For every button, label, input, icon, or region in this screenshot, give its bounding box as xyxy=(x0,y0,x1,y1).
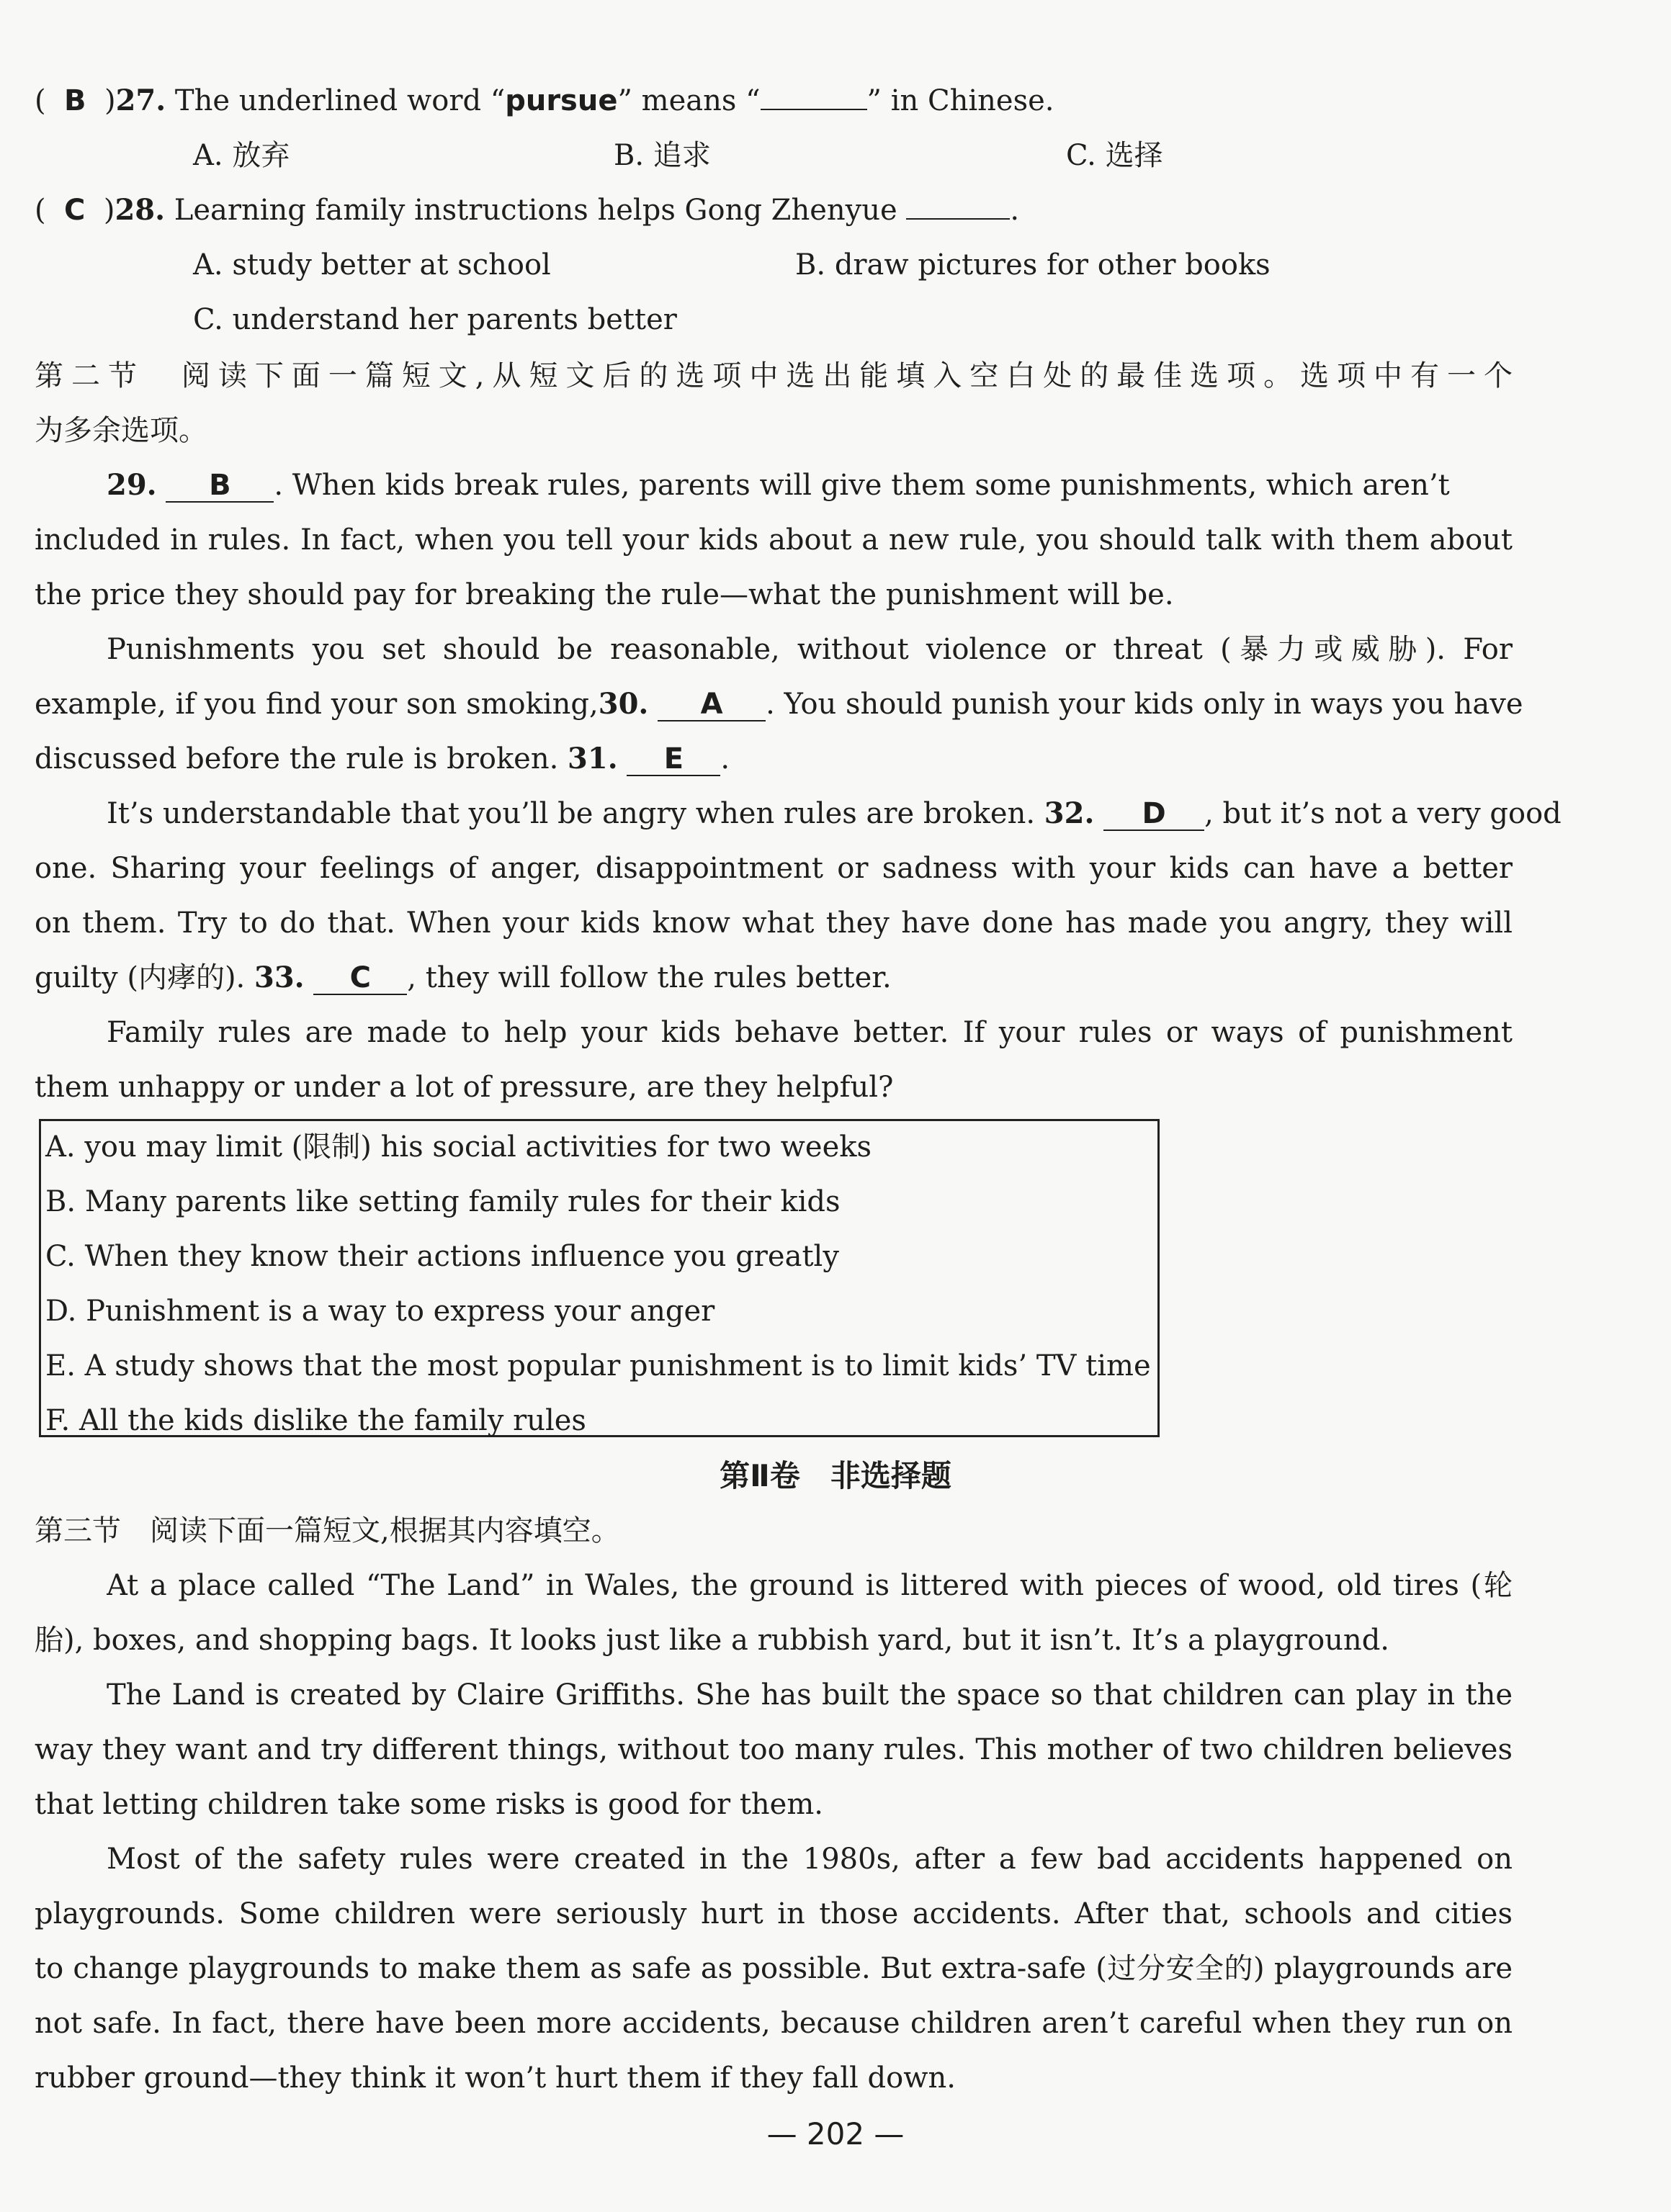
passage-line: 胎), boxes, and shopping bags. It looks just like a rubbish yard, but it isn’t. It’s a playground. xyxy=(35,1624,1390,1657)
passage-line: one. Sharing your feelings of anger, disappointment or sadness with your kids can have a better xyxy=(35,852,1513,885)
passage-line xyxy=(107,465,1513,505)
q27-text-post: ” in Chinese. xyxy=(866,84,1054,117)
q28-option-c: C. understand her parents better xyxy=(193,303,677,336)
q27-blank xyxy=(761,109,867,110)
question-28 xyxy=(35,190,1513,230)
q27-text-pre: The underlined word “ xyxy=(174,84,506,117)
passage-text: . You should punish your kids only in ways you have xyxy=(766,688,1523,721)
blank-33-answer: C xyxy=(313,962,407,995)
passage-line: playgrounds. Some children were seriously hurt in those accidents. After that, schools and cities xyxy=(35,1897,1513,1930)
q28-option-a: A. study better at school xyxy=(193,248,551,282)
passage-text: , but it’s not a very good xyxy=(1204,797,1562,830)
blank-32-answer: D xyxy=(1103,798,1204,831)
passage-text: example, if you find your son smoking, xyxy=(35,688,599,721)
q28-number: 28. xyxy=(115,193,166,227)
passage-line: not safe. In fact, there have been more accidents, because children aren’t careful when they run on xyxy=(35,2007,1513,2040)
option-c: C. When they know their actions influence you greatly xyxy=(45,1240,839,1273)
q27-text-mid: ” means “ xyxy=(617,84,761,117)
q27-option-c: C. 选择 xyxy=(1066,139,1163,172)
options-box xyxy=(39,1119,1160,1437)
option-d: D. Punishment is a way to express your anger xyxy=(45,1295,715,1328)
passage-line: included in rules. In fact, when you tell your kids about a new rule, you should talk with them about xyxy=(35,523,1513,557)
passage-line: on them. Try to do that. When your kids know what they have done has made you angry, they will xyxy=(35,907,1513,940)
blank-30-answer: A xyxy=(658,688,766,721)
q27-option-a: A. 放弃 xyxy=(193,139,290,172)
q27-answer: B xyxy=(64,84,86,117)
passage-line: to change playgrounds to make them as safe as possible. But extra-safe (过分安全的) playgrounds are xyxy=(35,1952,1513,1985)
passage-line: Most of the safety rules were created in the 1980s, after a few bad accidents happened on xyxy=(107,1843,1513,1876)
passage-line: way they want and try different things, without too many rules. This mother of two children believes xyxy=(35,1733,1513,1766)
passage-line: Punishments you set should be reasonable, without violence or threat (暴力或威胁). For xyxy=(107,633,1513,666)
q27-option-b: B. 追求 xyxy=(614,139,711,172)
q28-blank xyxy=(906,218,1010,220)
q28-close-paren: ) xyxy=(103,194,115,227)
passage-line: The Land is created by Claire Griffiths. She has built the space so that children can play in the xyxy=(107,1678,1513,1712)
question-27 xyxy=(35,81,1513,121)
blank-31-answer: E xyxy=(627,743,720,776)
q28-open-paren: ( xyxy=(35,194,46,227)
passage-text: guilty (内痚的). xyxy=(35,961,246,994)
passage-text: . xyxy=(720,742,730,775)
q28-option-b: B. draw pictures for other books xyxy=(795,248,1271,282)
part2-title: 第Ⅱ卷 非选择题 xyxy=(720,1458,951,1493)
passage-line xyxy=(107,793,1562,834)
blank-30-number: 30. xyxy=(598,687,649,721)
option-a: A. you may limit (限制) his social activities for two weeks xyxy=(45,1130,872,1164)
passage-line: the price they should pay for breaking the rule—what the punishment will be. xyxy=(35,578,1174,611)
passage-line: Family rules are made to help your kids behave better. If your rules or ways of punishment xyxy=(107,1016,1513,1049)
passage-line: them unhappy or under a lot of pressure, are they helpful? xyxy=(35,1071,894,1104)
q27-close-paren: ) xyxy=(104,84,116,117)
section2-heading-line1: 第二节 阅读下面一篇短文,从短文后的选项中选出能填入空白处的最佳选项。选项中有一个 xyxy=(35,359,1513,392)
section3-heading: 第三节 阅读下面一篇短文,根据其内容填空。 xyxy=(35,1514,620,1547)
passage-line xyxy=(35,739,1513,779)
passage-line xyxy=(35,684,1523,724)
blank-33-number: 33. xyxy=(254,961,305,994)
passage-text: It’s understandable that you’ll be angry when rules are broken. xyxy=(107,797,1036,830)
passage-text: , they will follow the rules better. xyxy=(407,961,892,994)
page-number: — 202 — xyxy=(766,2116,905,2152)
blank-31-number: 31. xyxy=(568,742,618,775)
passage-text: discussed before the rule is broken. xyxy=(35,742,559,775)
q28-answer: C xyxy=(64,194,86,227)
q28-text: Learning family instructions helps Gong Zhenyue xyxy=(174,194,897,227)
q27-underlined-word: pursue xyxy=(505,84,618,117)
option-f: F. All the kids dislike the family rules xyxy=(45,1404,586,1437)
passage-line: rubber ground—they think it won’t hurt them if they fall down. xyxy=(35,2062,956,2095)
passage-text: . When kids break rules, parents will give them some punishments, which aren’t xyxy=(274,469,1450,502)
passage-line: At a place called “The Land” in Wales, the ground is littered with pieces of wood, old tires (轮 xyxy=(107,1569,1513,1602)
passage-line xyxy=(35,958,1513,998)
blank-32-number: 32. xyxy=(1044,796,1095,830)
blank-29-number: 29. xyxy=(107,468,157,502)
blank-29-answer: B xyxy=(166,469,274,503)
option-b: B. Many parents like setting family rules for their kids xyxy=(45,1185,841,1218)
section2-heading-line2: 为多余选项。 xyxy=(35,414,207,447)
q27-open-paren: ( xyxy=(35,84,46,117)
q27-number: 27. xyxy=(115,84,166,117)
passage-line: that letting children take some risks is good for them. xyxy=(35,1788,823,1821)
option-e: E. A study shows that the most popular punishment is to limit kids’ TV time xyxy=(45,1349,1151,1382)
q28-end: . xyxy=(1010,194,1020,227)
